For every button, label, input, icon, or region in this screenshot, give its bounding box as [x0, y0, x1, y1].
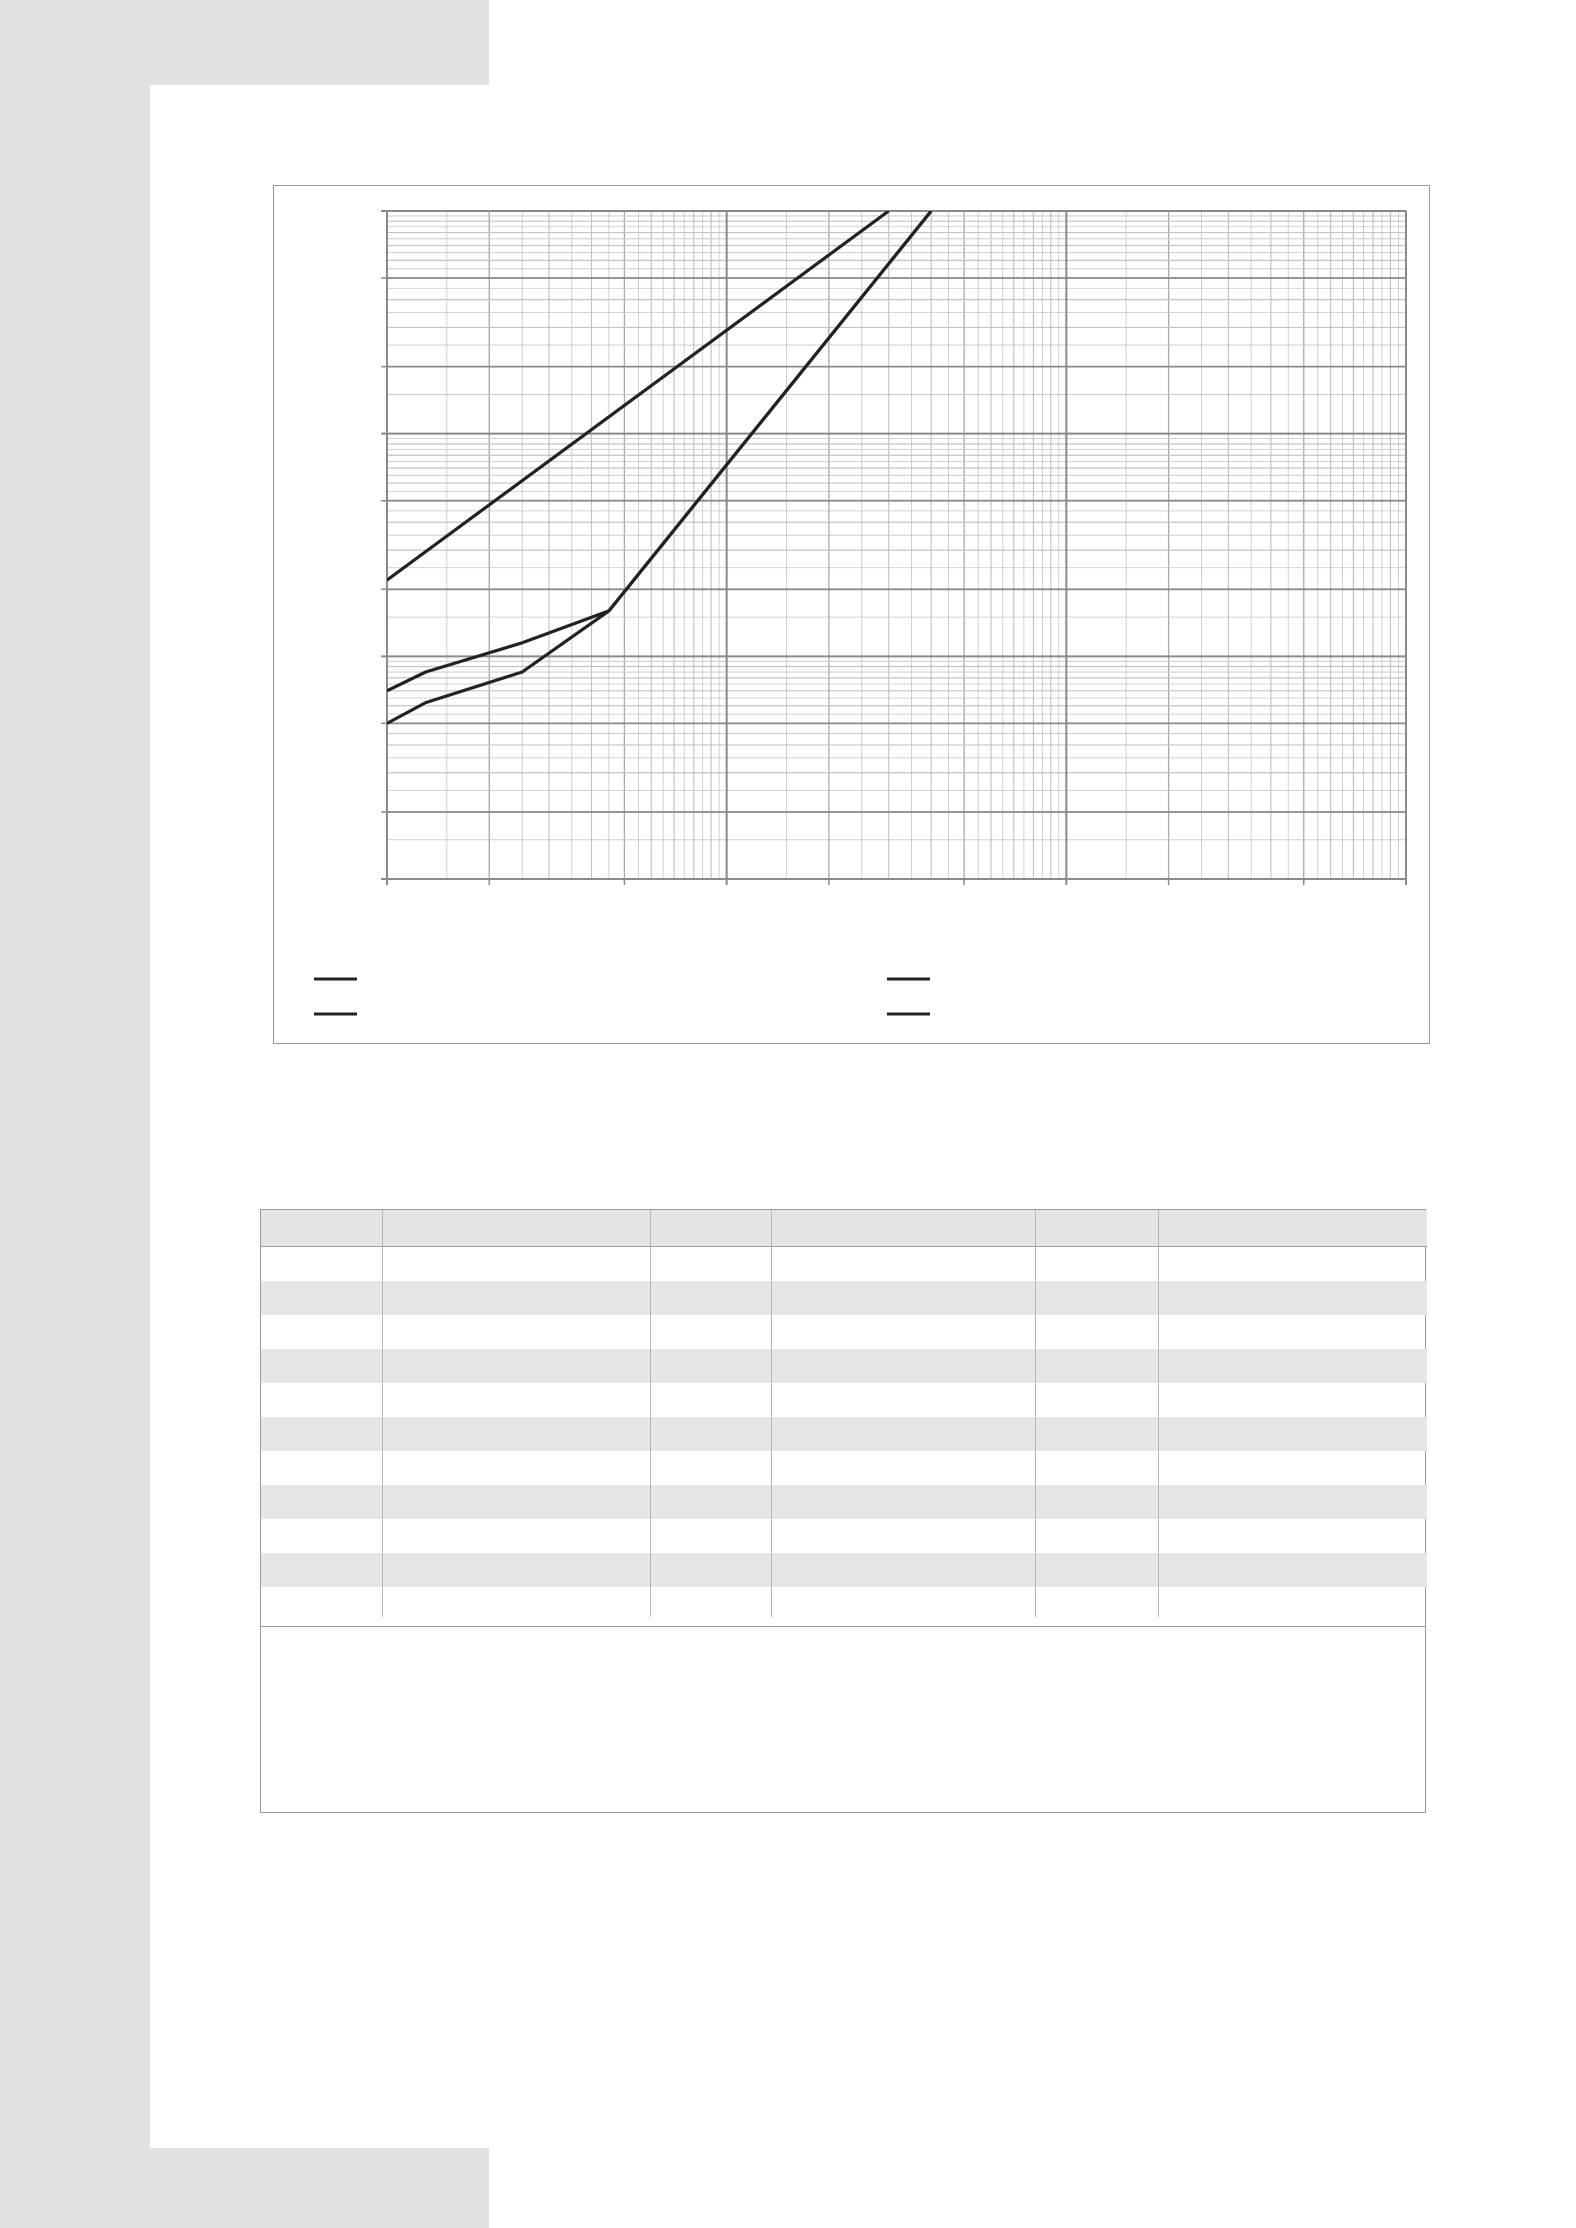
table-cell: [1035, 1451, 1158, 1485]
table-cell: [261, 1587, 382, 1617]
table-row: [261, 1553, 1427, 1587]
table-cell: [261, 1451, 382, 1485]
table-header-cell: [1035, 1210, 1158, 1247]
table-cell: [1035, 1587, 1158, 1617]
chart: [274, 186, 1429, 1043]
table-cell: [650, 1553, 771, 1587]
table-cell: [650, 1485, 771, 1519]
table-row: [261, 1587, 1427, 1617]
table-cell: [1158, 1281, 1427, 1315]
table-row: [261, 1349, 1427, 1383]
table-cell: [382, 1485, 650, 1519]
table-header-cell: [771, 1210, 1035, 1247]
table-cell: [382, 1553, 650, 1587]
table-cell: [382, 1417, 650, 1451]
table-cell: [261, 1383, 382, 1417]
table-cell: [1158, 1383, 1427, 1417]
table-cell: [1158, 1519, 1427, 1553]
table-cell: [650, 1417, 771, 1451]
page-margin-block-bottom: [0, 2148, 489, 2228]
table-header-cell: [650, 1210, 771, 1247]
table-cell: [771, 1451, 1035, 1485]
table-header-cell: [382, 1210, 650, 1247]
table-cell: [650, 1587, 771, 1617]
table-cell: [261, 1519, 382, 1553]
table-cell: [261, 1349, 382, 1383]
data-table: [261, 1210, 1427, 1617]
table-cell: [1035, 1553, 1158, 1587]
table-cell: [1035, 1519, 1158, 1553]
chart-panel: [273, 185, 1430, 1044]
table-cell: [261, 1281, 382, 1315]
table-row: [261, 1417, 1427, 1451]
table-cell: [1035, 1315, 1158, 1349]
table-cell: [1035, 1383, 1158, 1417]
table-cell: [1035, 1485, 1158, 1519]
table-row: [261, 1281, 1427, 1315]
table-cell: [771, 1349, 1035, 1383]
table-cell: [650, 1451, 771, 1485]
table-cell: [382, 1349, 650, 1383]
table-cell: [382, 1281, 650, 1315]
table-cell: [650, 1349, 771, 1383]
table-cell: [650, 1247, 771, 1282]
table-cell: [261, 1553, 382, 1587]
table-cell: [1158, 1587, 1427, 1617]
table-cell: [382, 1383, 650, 1417]
table-cell: [650, 1519, 771, 1553]
table-cell: [771, 1281, 1035, 1315]
table-cell: [382, 1587, 650, 1617]
table-cell: [650, 1315, 771, 1349]
table-row: [261, 1247, 1427, 1282]
table-cell: [771, 1519, 1035, 1553]
table-row: [261, 1519, 1427, 1553]
series-line-2: [387, 211, 931, 691]
table-row: [261, 1315, 1427, 1349]
table-notes: [261, 1626, 1425, 1813]
table-cell: [261, 1247, 382, 1282]
table-cell: [1035, 1417, 1158, 1451]
data-table-panel: [260, 1209, 1426, 1813]
table-cell: [1158, 1247, 1427, 1282]
table-header-row: [261, 1210, 1427, 1247]
table-cell: [1035, 1247, 1158, 1282]
table-cell: [1158, 1485, 1427, 1519]
table-row: [261, 1485, 1427, 1519]
table-cell: [771, 1417, 1035, 1451]
table-header-cell: [261, 1210, 382, 1247]
table-cell: [771, 1587, 1035, 1617]
table-cell: [771, 1315, 1035, 1349]
table-cell: [1158, 1315, 1427, 1349]
table-cell: [1158, 1553, 1427, 1587]
table-cell: [382, 1315, 650, 1349]
table-cell: [1158, 1349, 1427, 1383]
table-cell: [771, 1247, 1035, 1282]
table-cell: [261, 1417, 382, 1451]
table-cell: [1158, 1417, 1427, 1451]
table-cell: [382, 1519, 650, 1553]
table-cell: [382, 1451, 650, 1485]
table-cell: [771, 1485, 1035, 1519]
table-cell: [650, 1383, 771, 1417]
page-margin-block-left: [0, 0, 150, 2228]
table-cell: [261, 1485, 382, 1519]
table-row: [261, 1383, 1427, 1417]
table-cell: [382, 1247, 650, 1282]
table-row: [261, 1451, 1427, 1485]
table-cell: [1035, 1349, 1158, 1383]
table-cell: [261, 1315, 382, 1349]
table-cell: [650, 1281, 771, 1315]
series-line-1: [387, 211, 889, 580]
table-cell: [1035, 1281, 1158, 1315]
table-cell: [1158, 1451, 1427, 1485]
table-cell: [771, 1383, 1035, 1417]
table-cell: [771, 1553, 1035, 1587]
table-header-cell: [1158, 1210, 1427, 1247]
